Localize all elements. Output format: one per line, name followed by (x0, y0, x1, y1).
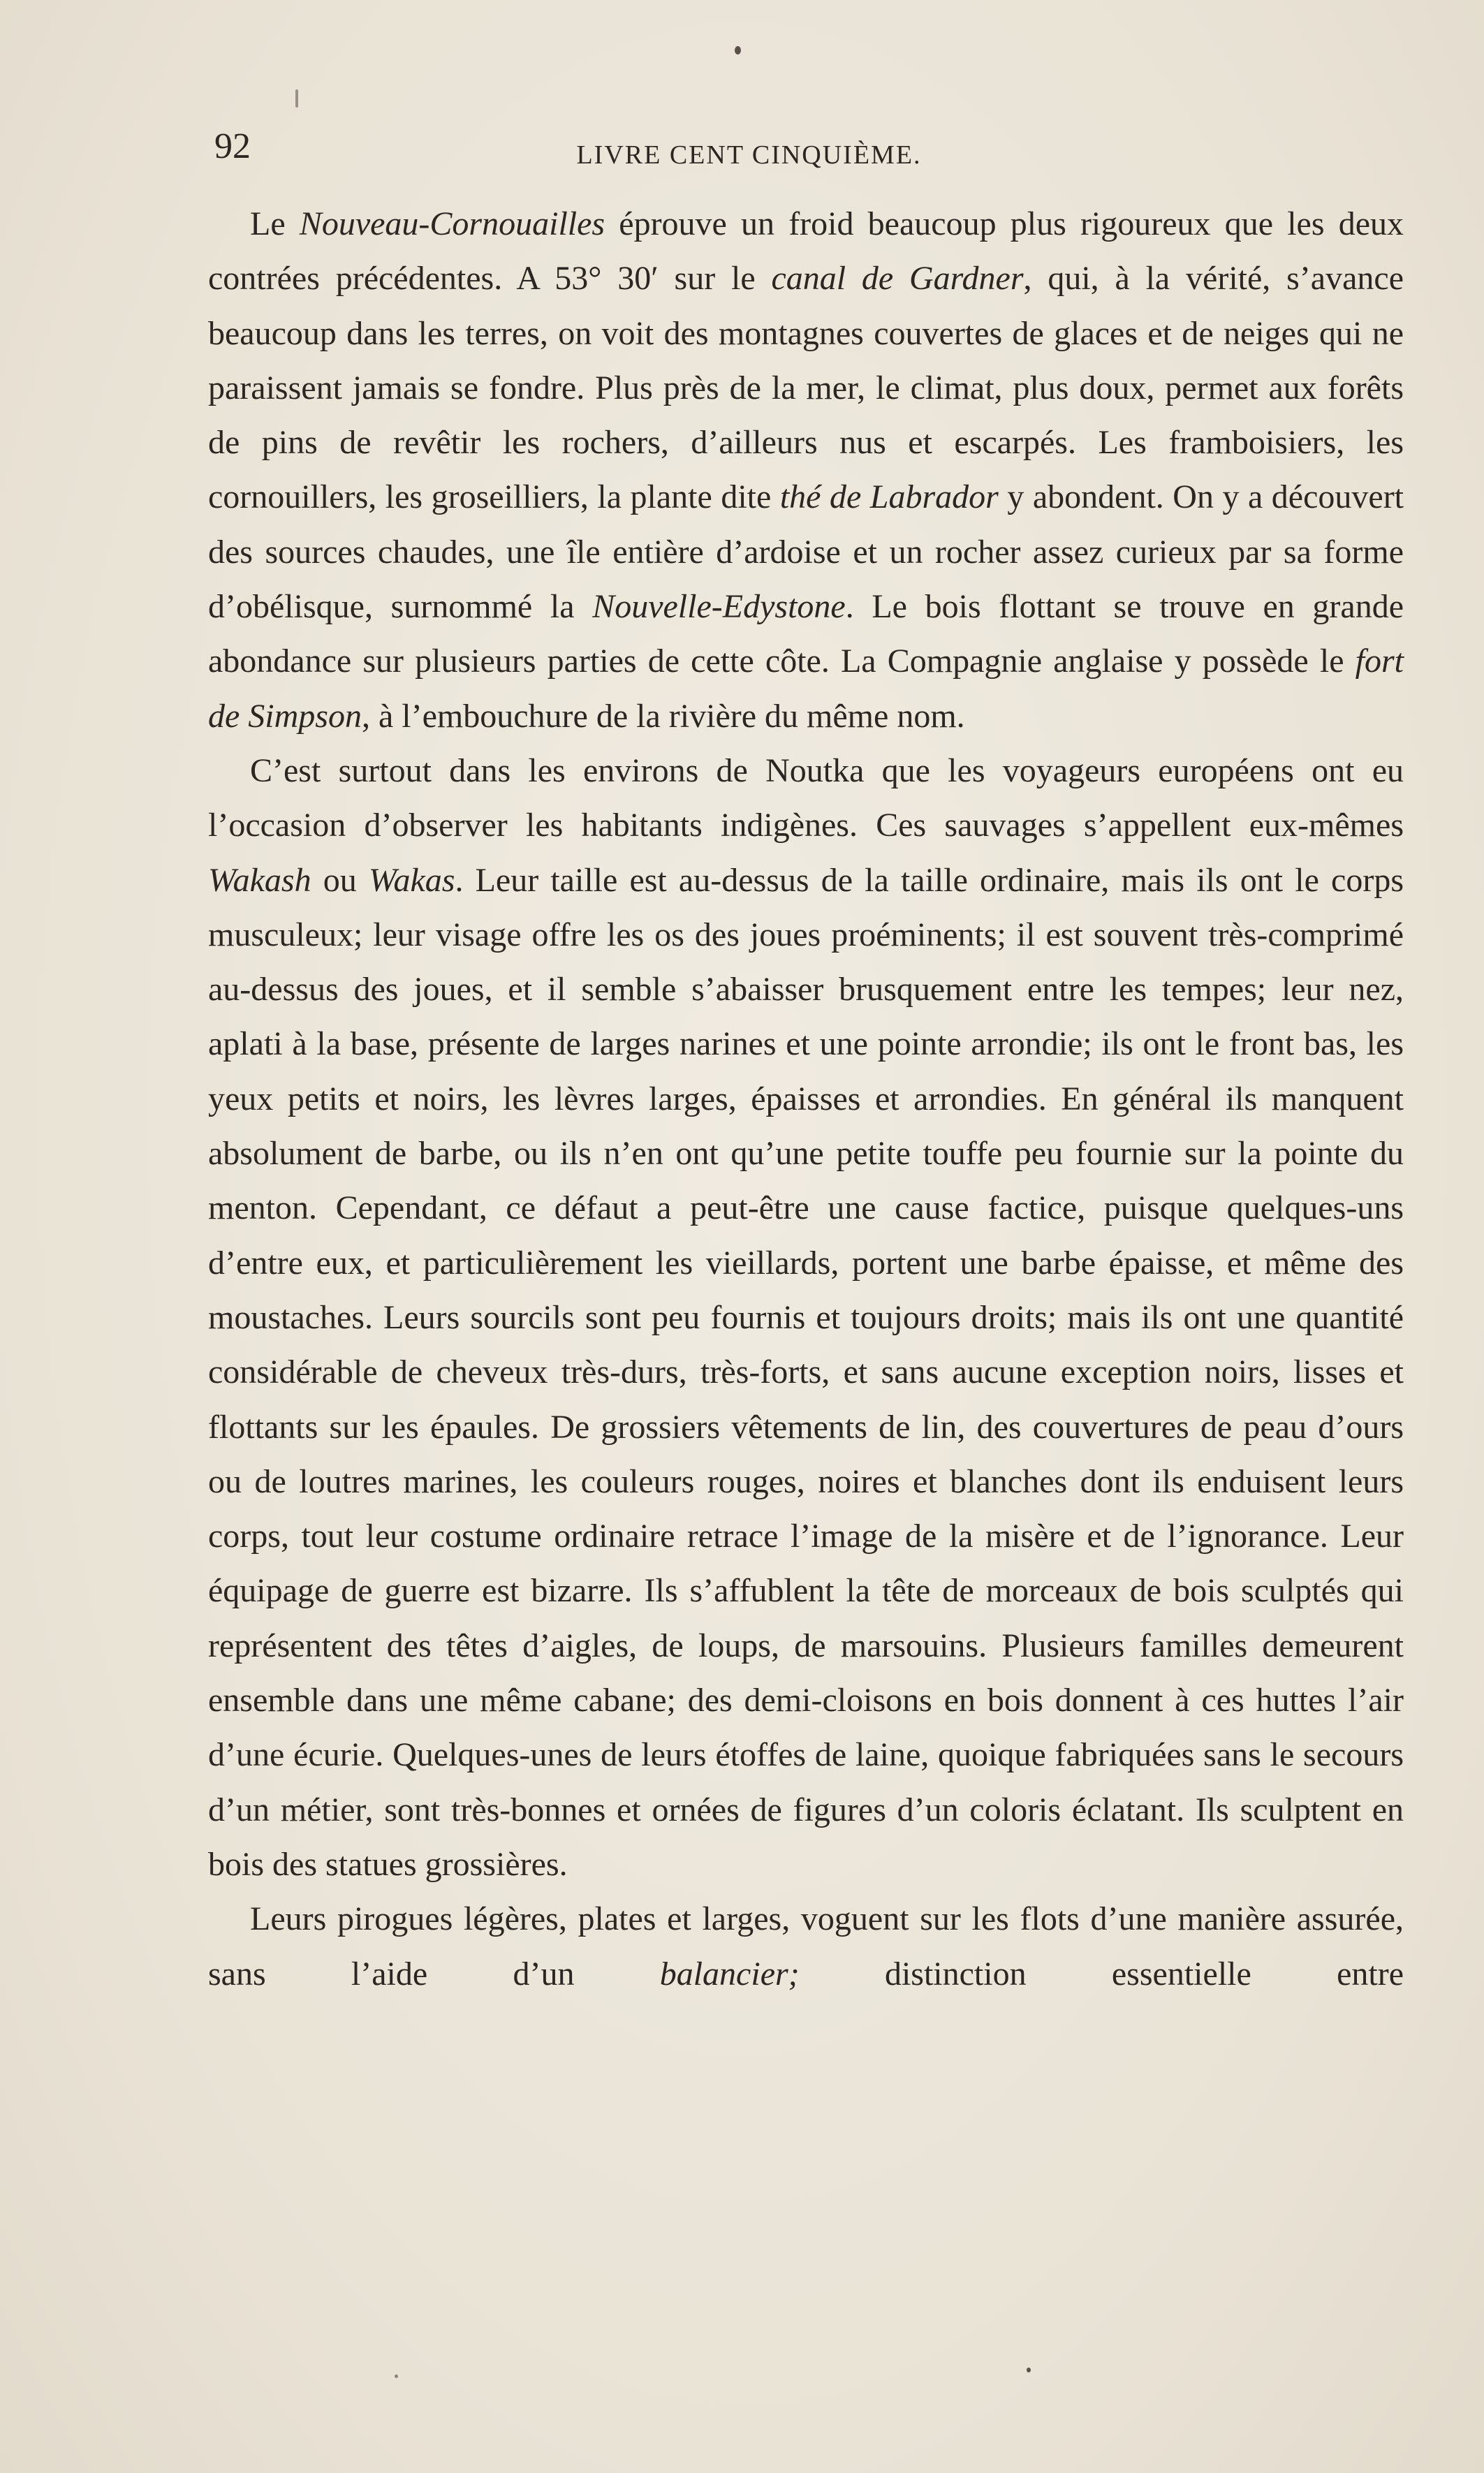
text-run: y abondent. On y a découvert des sources chaudes, une île entière d’ardoise et un rocher assez curieux par sa forme d’obélisque, surnommé la (208, 478, 1404, 626)
running-title-text: LIVRE CENT CINQUIÈME. (576, 140, 922, 170)
print-speck (395, 2375, 398, 2378)
italic-place-name: Nouvelle-Edystone (592, 588, 846, 626)
italic-people-name: Wakash (208, 861, 311, 899)
italic-plant-name: thé de Labrador (779, 478, 999, 516)
print-speck (735, 46, 741, 54)
italic-term: balancier; (659, 1955, 800, 1993)
italic-place-name: canal de Gardner (771, 260, 1024, 298)
print-speck (1027, 2368, 1031, 2372)
text-run: C’est surtout dans les environs de Noutka que les voyageurs européens ont eu l’occasion d’observer les habitants indigènes. Ces sauvages s’appellent eux-mêmes (208, 751, 1404, 844)
text-run: éprouve un froid beaucoup plus rigoureux que les deux contrées précédentes. A 53° 30′ sur le (208, 205, 1404, 298)
text-run: Le (250, 205, 300, 242)
page-number: 92 (214, 126, 251, 166)
italic-place-name: fort de Simpson (208, 643, 1404, 735)
text-run: . Leur taille est au-dessus de la taille ordinaire, mais ils ont le corps musculeux; leur visage offre les os des joues proéminents; il est souvent très-comprimé au-dessus des joues, et il semble s’abaisser brusquement entre les tempes; leur nez, aplati à la base, présente de larges narines et une pointe arrondie; ils ont le front bas, les yeux petits et noirs, les lèvres larges, épaisses et arrondies. En général ils manquent absolument de barbe, ou ils n’en ont qu’une petite touffe peu fournie sur la pointe du menton. Cependant, ce défaut a peut-être une cause factice, puisque quelques-uns d’entre eux, et particulièrement les vieillards, portent une barbe épaisse, et même des moustaches. Leurs sourcils sont peu fournis et toujours droits; mais ils ont une quantité considérable de cheveux très-durs, très-forts, et sans aucune exception noirs, lisses et flottants sur les épaules. De grossiers vêtements de lin, des couvertures de peau d’ours ou de loutres marines, les couleurs rouges, noires et blanches dont ils enduisent leurs corps, tout leur costume ordinaire retrace l’image de la misère et de l’ignorance. Leur équipage de guerre est bizarre. Ils s’affublent la tête de morceaux de bois sculptés qui représentent des têtes d’aigles, de loups, de marsouins. Plusieurs familles demeurent ensemble dans une même cabane; des demi-cloisons en bois donnent à ces huttes l’air d’une écurie. Quelques-unes de leurs étoffes de laine, quoique fabriquées sans le secours d’un métier, sont très-bonnes et ornées de figures d’un coloris éclatant. Ils sculptent en bois des statues grossières. (208, 861, 1404, 1883)
paragraph-nouveau-cornouailles (208, 197, 1404, 744)
running-title (0, 140, 1484, 170)
text-run: distinction essentielle entre (799, 1955, 1404, 1993)
paragraph-pirogues (208, 1892, 1404, 2002)
body-text (208, 197, 1404, 2002)
text-run: . Le bois flottant se trouve en grande abondance sur plusieurs parties de cette côte. La Compagnie anglaise y possède le (208, 588, 1404, 680)
text-run: Leurs pirogues légères, plates et larges, voguent sur les flots d’une manière assurée, sans l’aide d’un (208, 1900, 1404, 1993)
text-run: , à l’embouchure de la rivière du même nom. (361, 697, 965, 735)
print-speck (295, 89, 298, 108)
italic-people-name: Wakas (368, 861, 455, 899)
italic-place-name: Nouveau-Cornouailles (299, 205, 605, 242)
text-run: ou (311, 861, 369, 899)
paragraph-noutka-natives (208, 744, 1404, 1892)
text-run: , qui, à la vérité, s’avance beaucoup dans les terres, on voit des montagnes couvertes de glaces et de neiges qui ne paraissent jamais se fondre. Plus près de la mer, le climat, plus doux, permet aux forêts de pins de revêtir les rochers, d’ailleurs nus et escarpés. Les framboisiers, les cornouillers, les groseilliers, la plante dite (208, 260, 1404, 516)
